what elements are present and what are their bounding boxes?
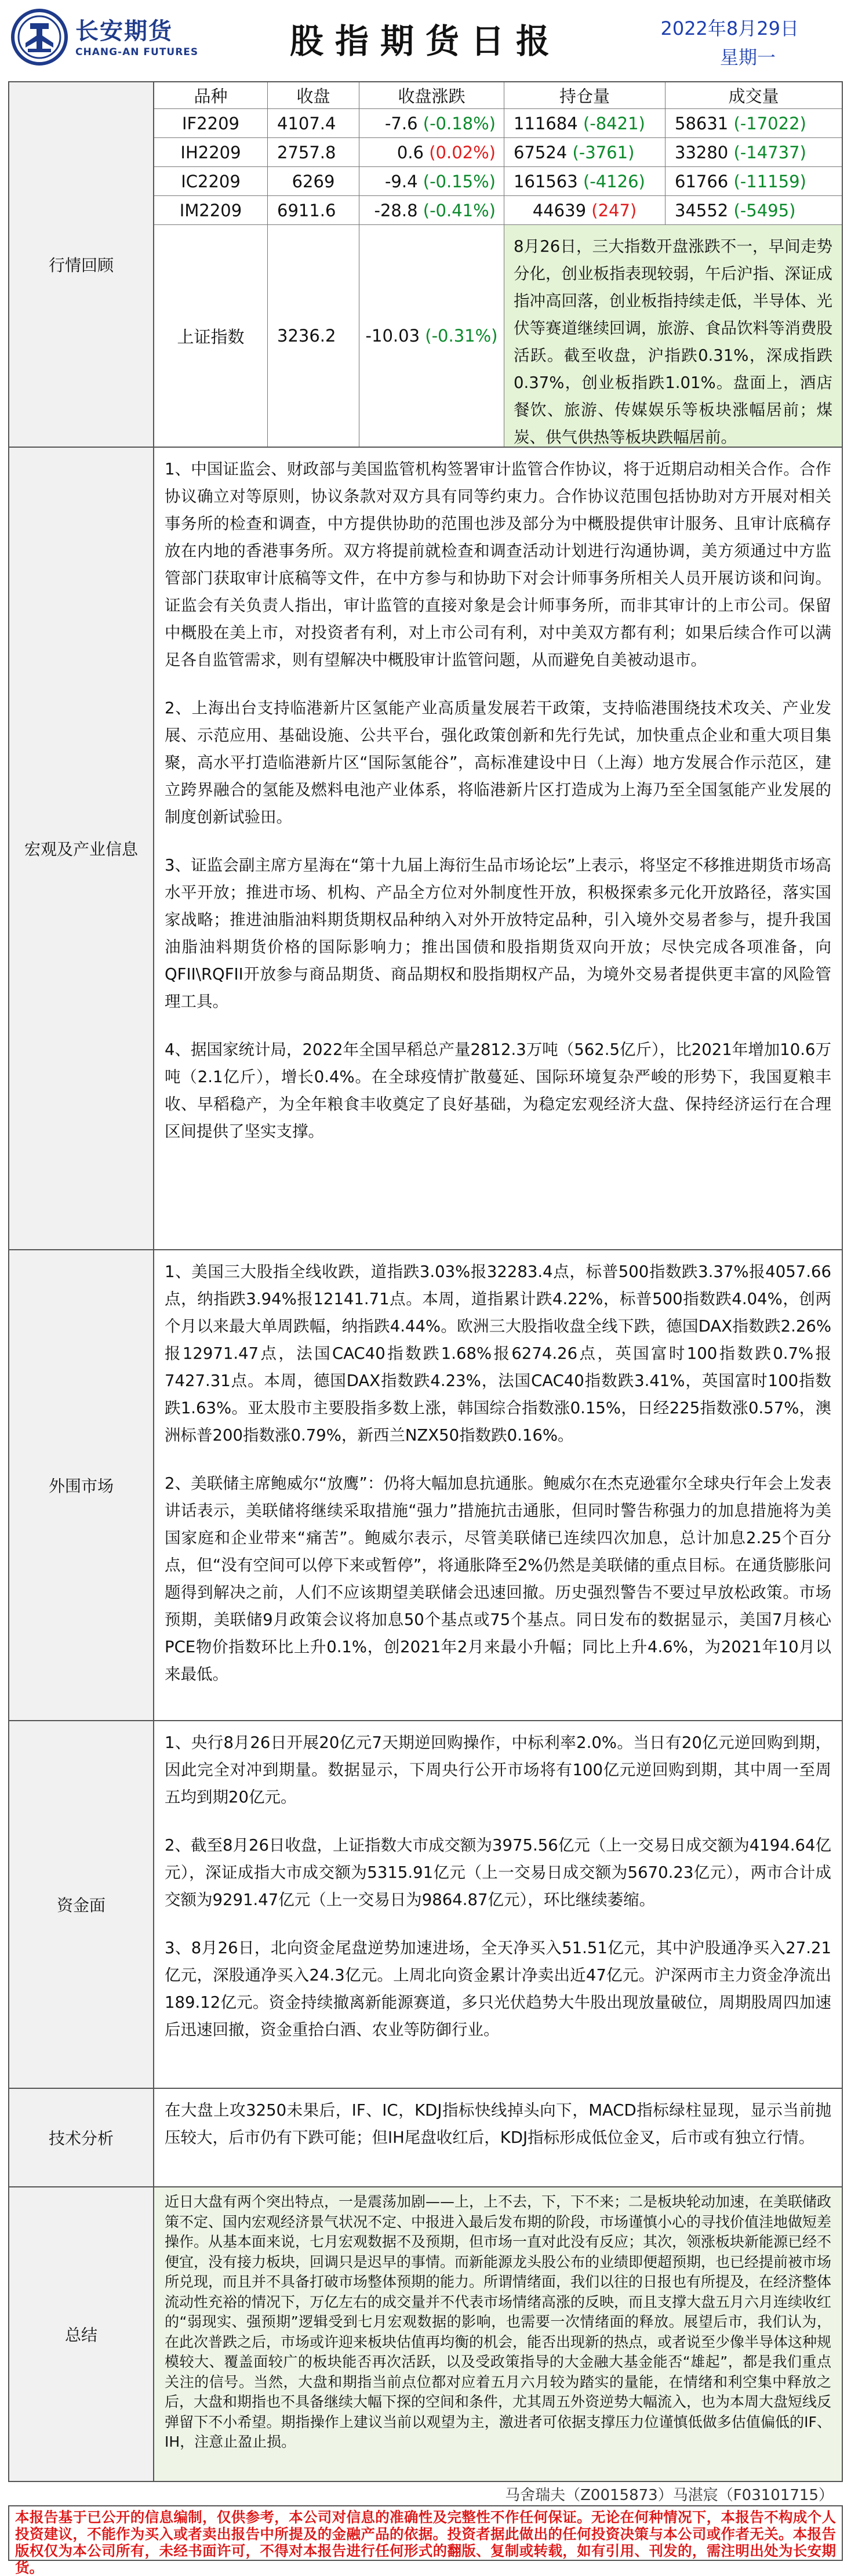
volume-change: (-5495)	[733, 200, 796, 220]
paragraph: 1、中国证监会、财政部与美国监管机构签署审计监管合作协议，将于近期启动相关合作。合作协议确立对等原则，协议条款对双方具有同等约束力。合作协议范围包括协助对方开展对相关事务所的检查和调查，中方提供协助的范围也涉及部分为中概股提供审计服务、且审计底稿存放在内地的香港事务所。双方将提前就检查和调查活动计划进行沟通协调，美方须通过中方监管部门获取审计底稿等文件，在中方参与和协助下对会计师事务所相关人员开展访谈和问询。证监会有关负责人指出，审计监管的直接对象是会计师事务所，而非其审计的上市公司。保留中概股在美上市，对投资者有利，对上市公司有利，对中美双方都有利；如果后续合作可以满足各自监管需求，则有望解决中概股审计监管问题，从而避免自美被动退市。	[165, 460, 831, 669]
open-interest: 111684 (-8421)	[504, 109, 665, 138]
open-interest: 44639 (247)	[504, 196, 665, 225]
volume: 34552 (-5495)	[665, 196, 842, 225]
index-close: 3236.2	[268, 225, 359, 447]
paragraph: 2、截至8月26日收盘，上证指数大市成交额为3975.56亿元（上一交易日成交额为4194.64亿元），深证成指大市成交额为5315.91亿元（上一交易日成交额为5670.23亿元），两市合计成交额为9291.47亿元（上一交易日为9864.87亿元），环比继续萎缩。	[165, 1836, 831, 1909]
contract-name: IC2209	[154, 167, 268, 196]
contract-name: IH2209	[154, 138, 268, 167]
summary-section	[9, 2187, 842, 2481]
column-header: 品种	[154, 82, 268, 109]
section-label: 技术分析	[9, 2089, 154, 2186]
section-content	[154, 2089, 842, 2186]
report-header	[0, 0, 851, 80]
close-change-pct: (-0.41%)	[423, 200, 496, 220]
market-review-section	[9, 82, 842, 448]
paragraph: 在大盘上攻3250未果后，IF、IC，KDJ指标快线掉头向下，MACD指标绿柱显现，显示当前抛压较大，后市仍有下跌可能；但IH尾盘收红后，KDJ指标形成低位金叉，后市或有独立行情。	[165, 2101, 831, 2147]
column-header: 持仓量	[504, 82, 665, 109]
open-interest-change: (-4126)	[583, 171, 645, 191]
section-content	[154, 1250, 842, 1720]
paragraph: 1、美国三大股指全线收跌，道指跌3.03%报32283.4点，标普500指数跌3.37%报4057.66点，纳指跌3.94%报12141.71点。本周，道指累计跌4.22%，标普500指数跌4.04%，创两个月以来最大单周跌幅，纳指跌4.44%。欧洲三大股指收盘全线下跌，德国DAX指数跌2.26%报12971.47点，法国CAC40指数跌1.68%报6274.26点，英国富时100指数跌0.7%报7427.31点。本周，德国DAX指数跌4.23%，法国CAC40指数跌3.41%，英国富时100指数跌1.63%。亚太股市主要股指多数上涨，韩国综合指数涨0.15%，日经225指数涨0.57%，澳洲标普200指数涨0.79%，新西兰NZX50指数跌0.16%。	[165, 1262, 831, 1445]
market-comment: 8月26日，三大指数开盘涨跌不一，早间走势分化，创业板指表现较弱，午后沪指、深证成指冲高回落，创业板指持续走低，半导体、光伏等赛道继续回调，旅游、食品饮料等消费股活跃。截至收盘，沪指跌0.31%，深成指跌0.37%，创业板指跌1.01%。盘面上，酒店餐饮、旅游、传媒娱乐等板块涨幅居前；煤炭、供气供热等板块跌幅居前。	[504, 225, 842, 447]
section-content	[154, 2187, 842, 2481]
close-change-pct: (-0.15%)	[423, 171, 496, 191]
paragraph: 4、据国家统计局，2022年全国早稻总产量2812.3万吨（562.5亿斤），比2021年增加10.6万吨（2.1亿斤），增长0.4%。在全球疫情扩散蔓延、国际环境复杂严峻的形势下，我国夏粮丰收、早稻稳产，为全年粮食丰收奠定了良好基础，为稳定宏观经济大盘、保持经济运行在合理区间提供了坚实支撑。	[165, 1040, 831, 1141]
technical-section	[9, 2089, 842, 2187]
overseas-section	[9, 1250, 842, 1721]
volume: 33280 (-14737)	[665, 138, 842, 167]
volume: 61766 (-11159)	[665, 167, 842, 196]
section-label: 宏观及产业信息	[9, 448, 154, 1249]
index-name: 上证指数	[154, 225, 268, 447]
column-header: 收盘涨跌	[359, 82, 504, 109]
close-price: 6911.6	[268, 196, 359, 225]
authors: 马舍瑞夫（Z0015873）马湛宸（F03101715）	[505, 2487, 834, 2504]
section-content	[154, 1721, 842, 2088]
open-interest-change: (247)	[591, 200, 637, 220]
paragraph: 2、美联储主席鲍威尔“放鹰”：仍将大幅加息抗通胀。鲍威尔在杰克逊霍尔全球央行年会上发表讲话表示，美联储将继续采取措施“强力”措施抗击通胀，但同时警告称强力的加息措施将为美国家庭和企业带来“痛苦”。鲍威尔表示，尽管美联储已连续四次加息，总计加息2.25个百分点，但“没有空间可以停下来或暂停”，将通胀降至2%仍然是美联储的重点目标。在通货膨胀问题得到解决之前，人们不应该期望美联储会迅速回撤。历史强烈警告不要过早放松政策。市场预期，美联储9月政策会议将加息50个基点或75个基点。同日发布的数据显示，美国7月核心PCE物价指数环比上升0.1%，创2021年2月来最小升幅；同比上升4.6%，为2021年10月以来最低。	[165, 1474, 831, 1684]
index-change-pct: (-0.31%)	[425, 326, 498, 346]
volume: 58631 (-17022)	[665, 109, 842, 138]
open-interest-change: (-8421)	[583, 113, 645, 133]
paragraph: 3、8月26日，北向资金尾盘逆势加速进场，全天净买入51.51亿元，其中沪股通净买入27.21亿元，深股通净买入24.3亿元。上周北向资金累计净卖出近47亿元。沪深两市主力资金净流出189.12亿元。资金持续撤离新能源赛道，多只光伏趋势大牛股出现放量破位，周期股周四加速后迅速回撤，资金重拾白酒、农业等防御行业。	[165, 1939, 831, 2039]
volume-change: (-14737)	[733, 142, 806, 162]
section-label: 外围市场	[9, 1250, 154, 1720]
brand-name-en: CHANG-AN FUTURES	[75, 46, 199, 58]
close-change-pct: (0.02%)	[429, 142, 496, 162]
report-weekday: 星期一	[719, 46, 776, 68]
column-header: 收盘	[268, 82, 359, 109]
close-change: 0.6 (0.02%)	[359, 138, 504, 167]
report-date: 2022年8月29日	[660, 17, 799, 39]
section-label: 总结	[9, 2187, 154, 2481]
disclaimer: 本报告基于已公开的信息编制，仅供参考，本公司对信息的准确性及完整性不作任何保证。无论在何种情况下，本报告不构成个人投资建议，不能作为买入或者卖出报告中所提及的金融产品的依据。投资者据此做出的任何投资决策与本公司或作者无关。本报告版权仅为本公司所有，未经书面许可，不得对本报告进行任何形式的翻版、复制或转载，如有引用、刊发的，需注明出处为长安期货。	[8, 2505, 843, 2561]
funds-section	[9, 1721, 842, 2089]
paragraph: 近日大盘有两个突出特点，一是震荡加剧——上，上不去，下，下不来；二是板块轮动加速，在美联储政策不定、国内宏观经济景气状况不定、中报进入最后发布期的阶段，市场谨慎小心的寻找价值洼地做短差操作。从基本面来说，七月宏观数据不及预期，但市场一直对此没有反应；其次，领涨板块新能源已经不便宜，没有接力板块，回调只是迟早的事情。而新能源龙头股公布的业绩即便超预期，也已经提前被市场所兑现，而且并不具备打破市场整体预期的能力。所谓情绪面，我们以往的日报也有所提及，在经济整体流动性充裕的情况下，万亿左右的成交量并不代表市场情绪高涨的反映，而且支撑大盘五月六月连续收红的“弱现实、强预期”逻辑受到七月宏观数据的影响，也需要一次情绪面的释放。展望后市，我们认为，在此次普跌之后，市场或许迎来板块估值再均衡的机会，能否出现新的热点，或者说至少像半导体这种规模较大、覆盖面较广的板块能否再次活跃，以及受政策指导的大金融大基金能否“雄起”，都是我们重点关注的信号。当然，大盘和期指当前点位都对应着五月六月较为踏实的量能，在情绪和利空集中释放之后，大盘和期指也不具备继续大幅下探的空间和条件，尤其周五外资逆势大幅流入，也为本周大盘短线反弹留下不小希望。期指操作上建议当前以观望为主，激进者可依据支撑压力位谨慎低做多估值偏低的IF、IH，注意止盈止损。	[165, 2193, 832, 2450]
close-change: -7.6 (-0.18%)	[359, 109, 504, 138]
volume-change: (-17022)	[733, 113, 806, 133]
close-price: 6269	[268, 167, 359, 196]
section-label: 资金面	[9, 1721, 154, 2088]
open-interest: 161563 (-4126)	[504, 167, 665, 196]
section-content	[154, 448, 842, 1249]
contract-name: IM2209	[154, 196, 268, 225]
paragraph: 1、央行8月26日开展20亿元7天期逆回购操作，中标利率2.0%。当日有20亿元逆回购到期，因此完全对冲到期量。数据显示，下周央行公开市场将有100亿元逆回购到期，其中周一至周五均到期20亿元。	[165, 1733, 831, 1806]
close-price: 2757.8	[268, 138, 359, 167]
open-interest-change: (-3761)	[572, 142, 635, 162]
paragraph: 2、上海出台支持临港新片区氢能产业高质量发展若干政策，支持临港围绕技术攻关、产业发展、示范应用、基础设施、公共平台，强化政策创新和先行先试，加快重点企业和重大项目集聚，高水平打造临港新片区“国际氢能谷”，高标准建设中日（上海）地方发展合作示范区，建立跨界融合的氢能及燃料电池产业体系，将临港新片区打造成为上海乃至全国氢能产业发展的制度创新试验田。	[165, 699, 831, 826]
close-change: -9.4 (-0.15%)	[359, 167, 504, 196]
close-price: 4107.4	[268, 109, 359, 138]
column-header: 成交量	[665, 82, 842, 109]
section-label: 行情回顾	[9, 82, 154, 447]
brand-name-cn: 长安期货	[75, 18, 173, 45]
index-change: -10.03 (-0.31%)	[359, 225, 504, 447]
market-grid	[154, 82, 842, 447]
contract-name: IF2209	[154, 109, 268, 138]
close-change: -28.8 (-0.41%)	[359, 196, 504, 225]
open-interest: 67524 (-3761)	[504, 138, 665, 167]
volume-change: (-11159)	[733, 171, 806, 191]
paragraph: 3、证监会副主席方星海在“第十九届上海衍生品市场论坛”上表示，将坚定不移推进期货市场高水平开放；推进市场、机构、产品全方位对外制度性开放，积极探索多元化开放路径，落实国家战略；推进油脂油料期货期权品种纳入对外开放特定品种，引入境外交易者参与，提升我国油脂油料期货价格的国际影响力；推出国债和股指期货双向开放；尽快完成各项准备，向QFII\RQFII开放参与商品期货、商品期权和股指期权产品，为境外交易者提供更丰富的风险管理工具。	[165, 856, 831, 1011]
macro-section	[9, 448, 842, 1250]
close-change-pct: (-0.18%)	[423, 113, 496, 133]
report-table	[8, 81, 843, 2482]
report-title: 股指期货日报	[289, 21, 561, 61]
